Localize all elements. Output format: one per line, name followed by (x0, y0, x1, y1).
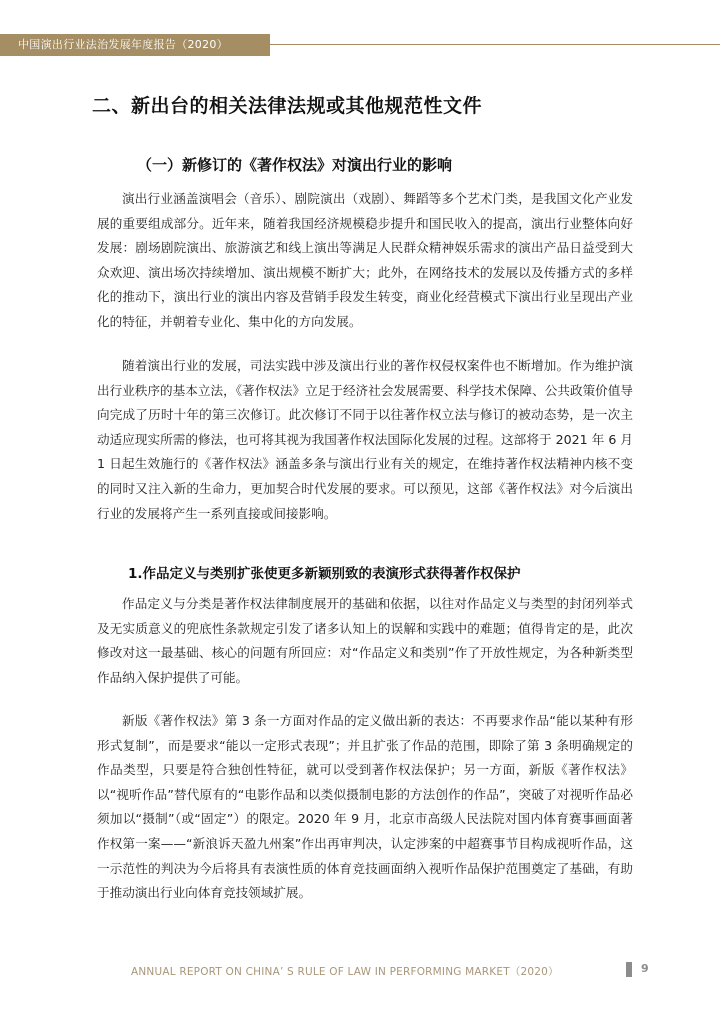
header-divider (270, 44, 720, 45)
footer-report-title: ANNUAL REPORT ON CHINA’ S RULE OF LAW IN PERFORMING MARKET（2020） (131, 966, 559, 978)
body-paragraph: 演出行业涵盖演唱会（音乐）、剧院演出（戏剧）、舞蹈等多个艺术门类，是我国文化产业发展的重要组成部分。近年来，随着我国经济规模稳步提升和国民收入的提高，演出行业整体向好发展：剧场剧院演出、旅游演艺和线上演出等满足人民群众精神娱乐需求的演出产品日益受到大众欢迎、演出场次持续增加、演出规模不断扩大；此外，在网络技术的发展以及传播方式的多样化的推动下，演出行业的演出内容及营销手段发生转变，商业化经营模式下演出行业呈现出产业化的特征，并朝着专业化、集中化的方向发展。 (97, 191, 633, 329)
running-header: 中国演出行业法治发展年度报告（2020） (0, 34, 270, 56)
page-number: 9 (641, 962, 649, 975)
body-paragraph: 随着演出行业的发展，司法实践中涉及演出行业的著作权侵权案件也不断增加。作为维护演出行业秩序的基本立法，《著作权法》立足于经济社会发展需要、科学技术保障、公共政策价值导向完成了历时十年的第三次修订。此次修订不同于以往著作权立法与修订的被动态势，是一次主动适应现实所需的修法，也可将其视为我国著作权法国际化发展的过程。这部将于 2021 年 6 月 1 日起生效施行的《著作权法》涵盖多条与演出行业有关的规定，在维持著作权法精神内核不变的同时又注入新的生命力，更加契合时代发展的要求。可以预见，这部《著作权法》对今后演出行业的发展将产生一系列直接或间接影响。 (97, 358, 633, 521)
subsection-title: （一）新修订的《著作权法》对演出行业的影响 (137, 156, 453, 174)
footer-marker (626, 962, 632, 977)
section-title: 二、新出台的相关法律法规或其他规范性文件 (92, 95, 483, 117)
point-title: 1.作品定义与类别扩张使更多新颖别致的表演形式获得著作权保护 (128, 566, 521, 582)
body-paragraph: 新版《著作权法》第 3 条一方面对作品的定义做出新的表达：不再要求作品“能以某种有形形式复制”，而是要求“能以一定形式表现”；并且扩张了作品的范围，即除了第 3 条明确规定的作品类型，只要是符合独创性特征，就可以受到著作权法保护；另一方面，新版《著作权法》以“视听作品”替代原有的“电影作品和以类似摄制电影的方法创作的作品”，突破了对视听作品必须加以“摄制”（或“固定”）的限定。2020 年 9 月，北京市高级人民法院对国内体育赛事画面著作权第一案——“新浪诉天盈九州案”作出再审判决，认定涉案的中超赛事节目构成视听作品，这一示范性的判决为今后将具有表演性质的体育竞技画面纳入视听作品保护范围奠定了基础，有助于推动演出行业向体育竞技领域扩展。 (97, 713, 633, 901)
body-paragraph: 作品定义与分类是著作权法律制度展开的基础和依据，以往对作品定义与类型的封闭列举式及无实质意义的兜底性条款规定引发了诸多认知上的误解和实践中的难题；值得肯定的是，此次修改对这一最基础、核心的问题有所回应：对“作品定义和类别”作了开放性规定，为各种新类型作品纳入保护提供了可能。 (97, 596, 633, 685)
